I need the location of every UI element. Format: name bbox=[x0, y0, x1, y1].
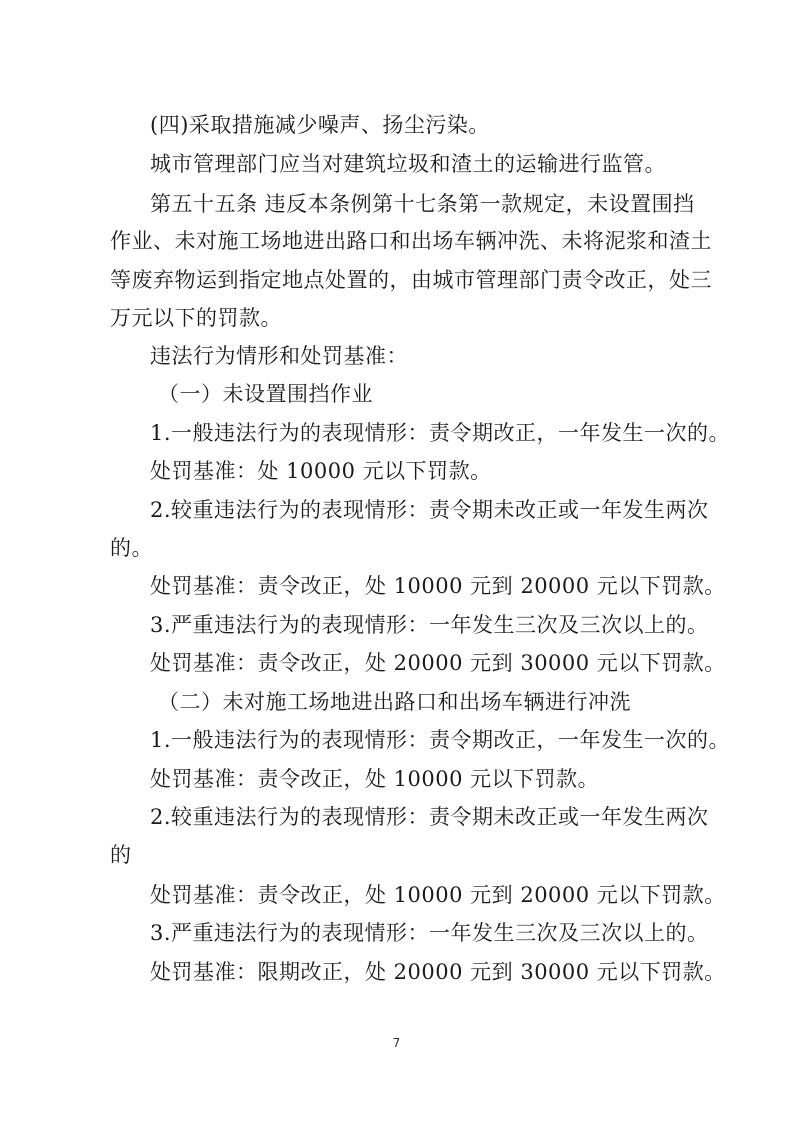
section-2-heading: （二）未对施工场地进出路口和出场车辆进行冲洗 bbox=[158, 690, 631, 714]
standards-heading: 违法行为情形和处罚基准： bbox=[150, 344, 408, 368]
s2-serious-penalty: 处罚基准：责令改正，处 10000 元到 20000 元以下罚款。 bbox=[150, 883, 726, 907]
s1-serious-case-line-2: 的。 bbox=[110, 536, 153, 560]
s1-serious-penalty: 处罚基准：责令改正，处 10000 元到 20000 元以下罚款。 bbox=[150, 574, 726, 598]
paragraph-item-4: (四)采取措施减少噪声、扬尘污染。 bbox=[150, 113, 490, 137]
paragraph-supervision: 城市管理部门应当对建筑垃圾和渣土的运输进行监管。 bbox=[150, 152, 666, 176]
s2-serious-case-line-1: 2.较重违法行为的表现情形：责令期未改正或一年发生两次 bbox=[150, 805, 709, 829]
s2-severe-penalty: 处罚基准：限期改正，处 20000 元到 30000 元以下罚款。 bbox=[150, 960, 726, 984]
s1-general-case: 1.一般违法行为的表现情形：责令期改正，一年发生一次的。 bbox=[150, 421, 731, 445]
s1-serious-case-line-1: 2.较重违法行为的表现情形：责令期未改正或一年发生两次 bbox=[150, 498, 709, 522]
s2-serious-case-line-2: 的 bbox=[110, 843, 132, 867]
s2-general-case: 1.一般违法行为的表现情形：责令期改正，一年发生一次的。 bbox=[150, 728, 731, 752]
article-55-line-3: 等废弃物运到指定地点处置的，由城市管理部门责令改正，处三 bbox=[110, 268, 712, 292]
s2-severe-case: 3.严重违法行为的表现情形：一年发生三次及三次以上的。 bbox=[150, 921, 709, 945]
section-1-heading: （一）未设置围挡作业 bbox=[158, 382, 373, 406]
s2-general-penalty: 处罚基准：责令改正，处 10000 元以下罚款。 bbox=[150, 767, 600, 791]
article-55-line-2: 作业、未对施工场地进出路口和出场车辆冲洗、未将泥浆和渣土 bbox=[110, 229, 712, 253]
article-55-line-4: 万元以下的罚款。 bbox=[110, 306, 282, 330]
s1-severe-case: 3.严重违法行为的表现情形：一年发生三次及三次以上的。 bbox=[150, 613, 709, 637]
s1-severe-penalty: 处罚基准：责令改正，处 20000 元到 30000 元以下罚款。 bbox=[150, 651, 726, 675]
article-55-line-1: 第五十五条 违反本条例第十七条第一款规定，未设置围挡 bbox=[150, 192, 695, 216]
page-number: 7 bbox=[392, 1036, 401, 1050]
s1-general-penalty: 处罚基准：处 10000 元以下罚款。 bbox=[150, 459, 492, 483]
